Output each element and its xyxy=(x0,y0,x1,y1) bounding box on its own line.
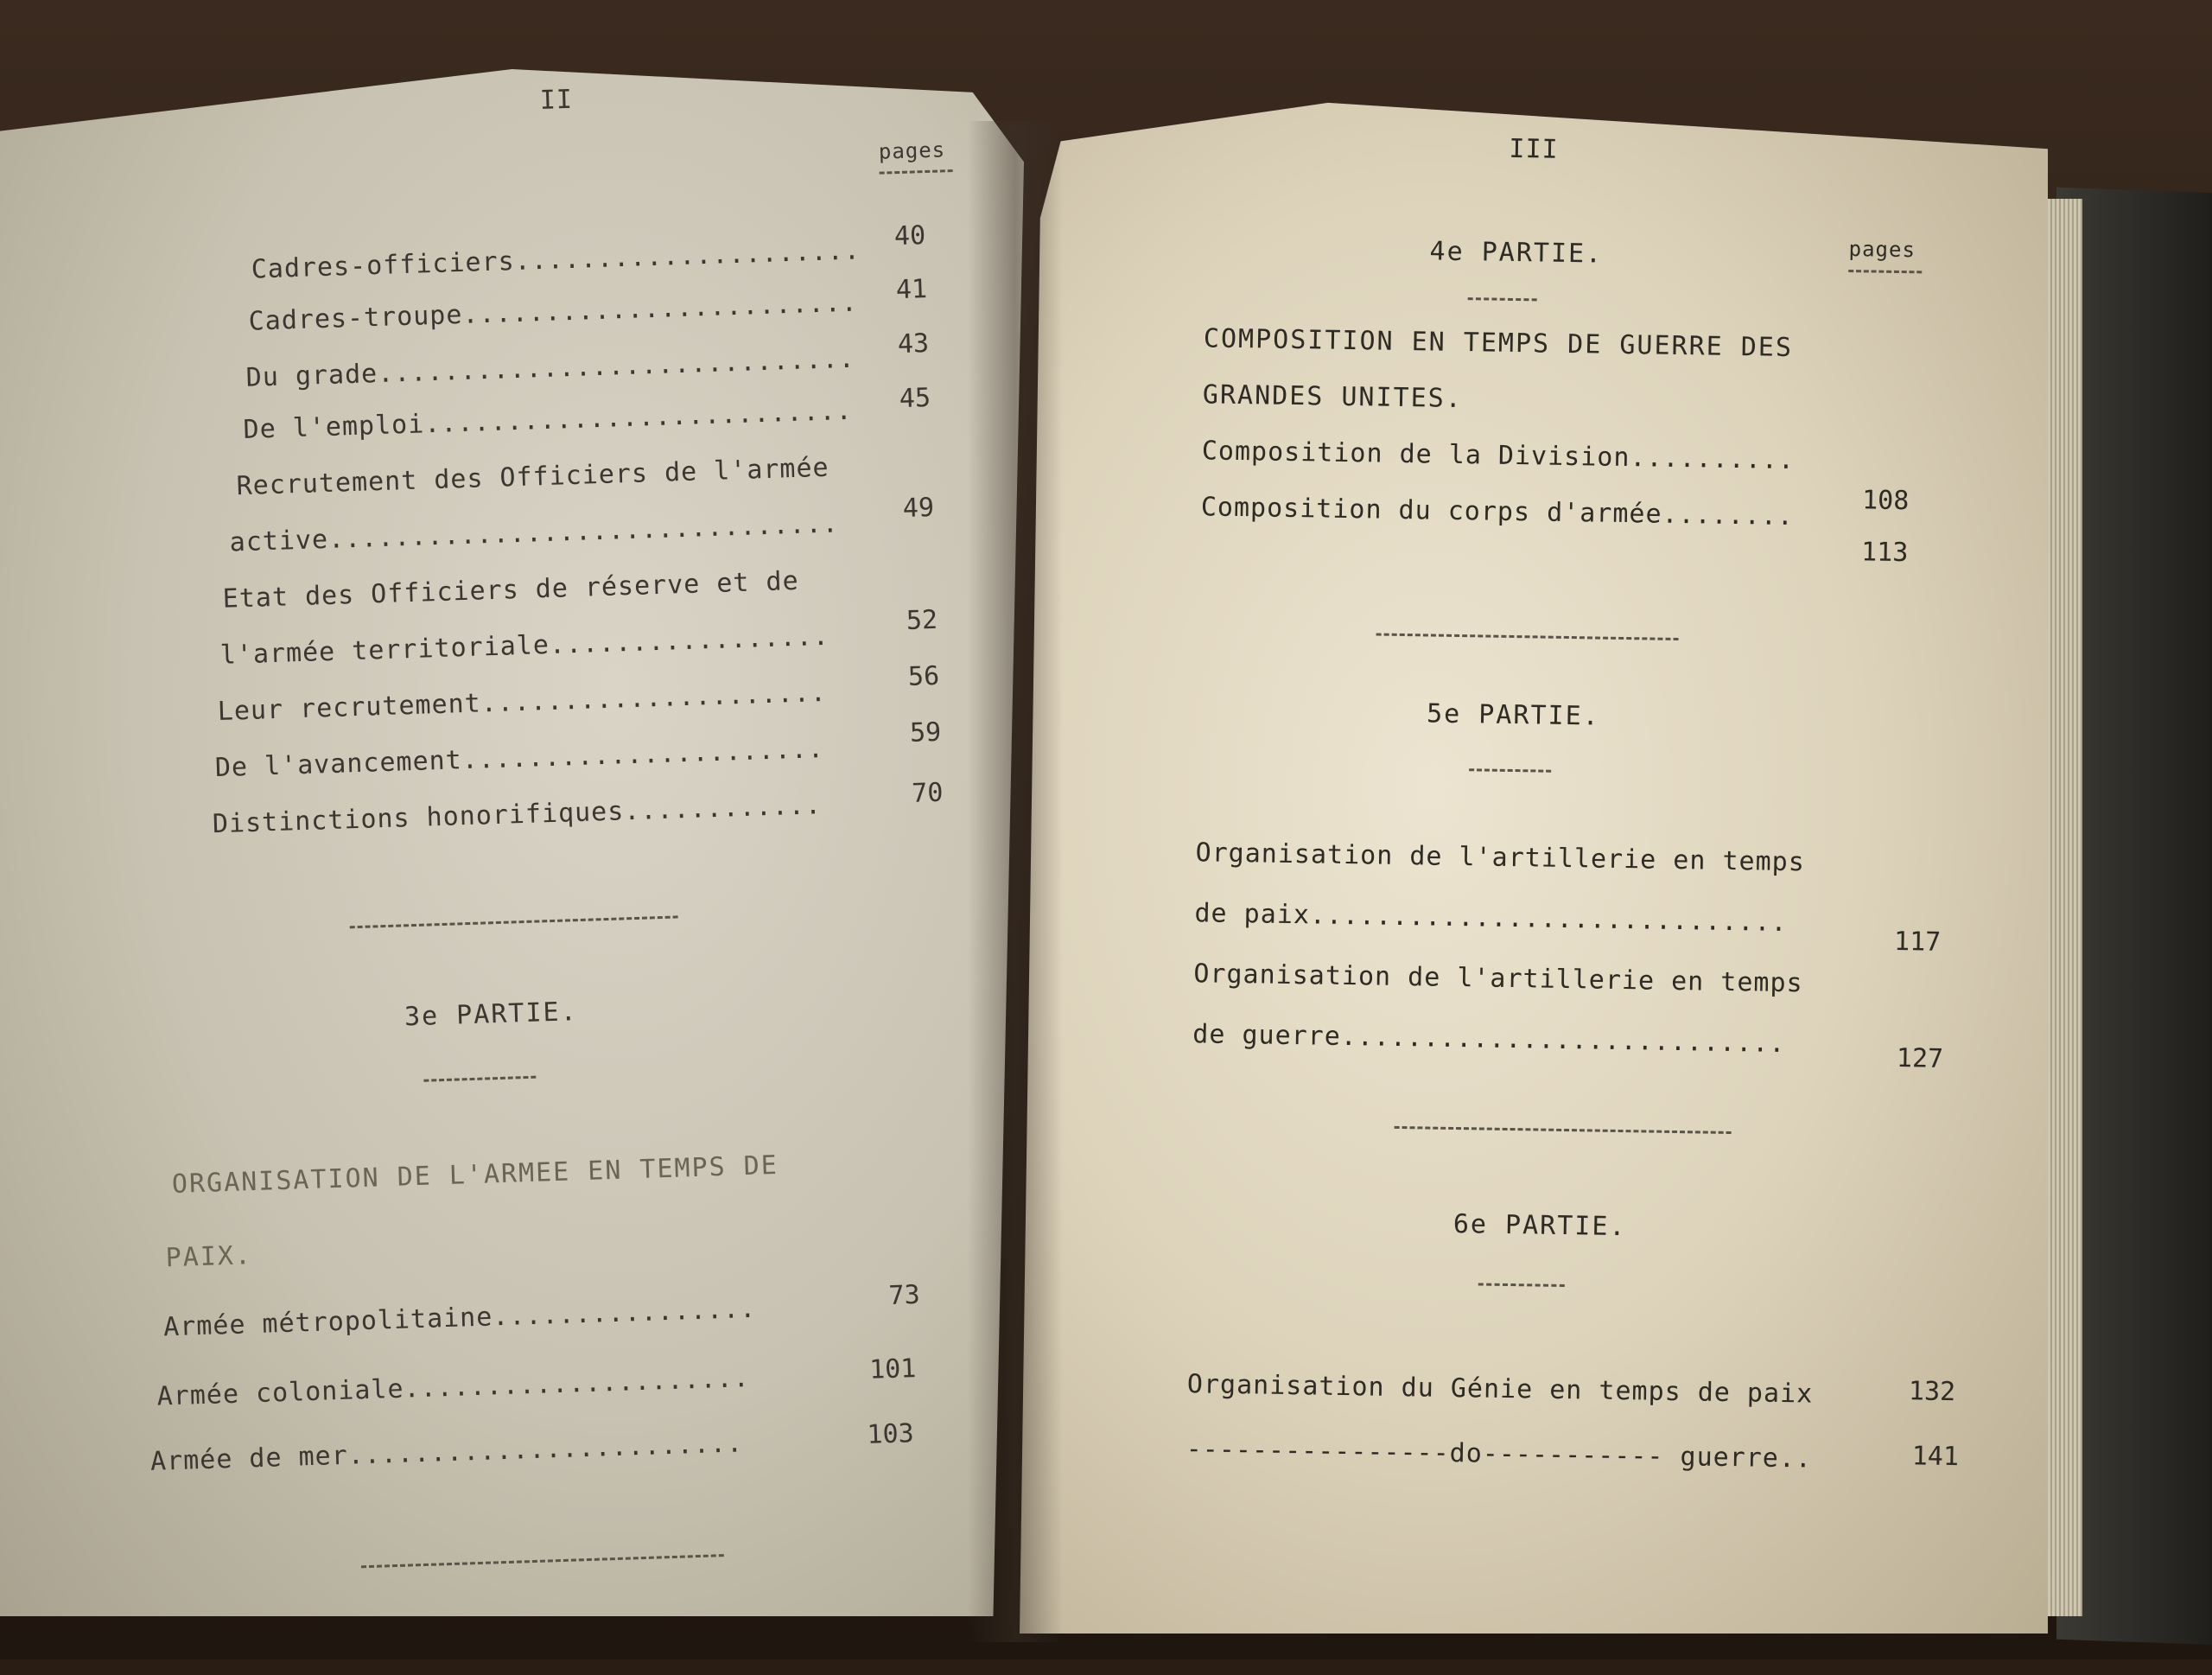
part5-title: 5e PARTIE. xyxy=(1426,698,1601,732)
toc-page: 73 xyxy=(887,1279,921,1311)
toc-entry: Armée métropolitaine................ xyxy=(162,1293,757,1343)
toc-entry: Organisation de l'artillerie en temps xyxy=(1195,838,1806,878)
toc-page: 141 xyxy=(1911,1441,1960,1473)
toc-entry: Organisation de l'artillerie en temps xyxy=(1193,959,1803,999)
toc-entry: Composition du corps d'armée........ xyxy=(1200,492,1795,532)
toc-entry: Recrutement des Officiers de l'armée xyxy=(236,452,830,502)
part6-underline xyxy=(1478,1283,1565,1287)
toc-page: 40 xyxy=(893,220,926,252)
section-divider xyxy=(1395,1126,1732,1134)
toc-page: 52 xyxy=(906,604,938,636)
toc-page: 108 xyxy=(1861,485,1910,517)
part5-underline xyxy=(1469,768,1551,772)
toc-page: 49 xyxy=(902,492,935,525)
toc-page: 43 xyxy=(897,328,930,360)
toc-page: 70 xyxy=(911,777,944,809)
toc-entry: Cadres-officiers..................... xyxy=(251,235,861,285)
toc-entry: ----------------do----------- guerre.. xyxy=(1185,1434,1813,1474)
toc-page: 101 xyxy=(868,1353,917,1385)
toc-entry: De l'emploi.......................... xyxy=(243,395,854,445)
toc-page: 113 xyxy=(1860,537,1909,569)
toc-entry: l'armée territoriale................. xyxy=(219,621,830,671)
toc-page: 132 xyxy=(1908,1376,1956,1408)
part3-title: 3e PARTIE. xyxy=(404,997,579,1033)
toc-entry: Organisation du Génie en temps de paix xyxy=(1186,1369,1814,1410)
part3-heading-line1: ORGANISATION DE L'ARMEE EN TEMPS DE xyxy=(171,1150,779,1200)
toc-entry: Leur recrutement..................... xyxy=(217,677,828,728)
right-pages-header: pages xyxy=(1848,237,1916,263)
left-pages-header: pages xyxy=(878,137,946,164)
toc-entry: de guerre........................... xyxy=(1192,1019,1786,1060)
toc-page: 41 xyxy=(895,274,928,306)
section-divider xyxy=(1376,634,1679,640)
part3-heading-line2: PAIX. xyxy=(165,1240,253,1274)
toc-entry: Armée coloniale..................... xyxy=(156,1363,751,1412)
toc-entry: Composition de la Division.......... xyxy=(1201,436,1796,476)
toc-entry: Du grade............................. xyxy=(245,343,856,393)
toc-entry: de paix............................. xyxy=(1194,898,1788,939)
toc-page: 45 xyxy=(899,382,931,415)
toc-page: 59 xyxy=(909,716,942,748)
toc-page: 117 xyxy=(1893,926,1942,958)
toc-entry: Etat des Officiers de réserve et de xyxy=(222,565,800,615)
toc-entry: Armée de mer........................ xyxy=(149,1428,744,1477)
part4-heading-line1: COMPOSITION EN TEMPS DE GUERRE DES xyxy=(1203,323,1794,364)
toc-entry: active............................... xyxy=(229,508,840,558)
toc-page: 56 xyxy=(907,660,940,692)
toc-page: 103 xyxy=(866,1418,915,1450)
part6-title: 6e PARTIE. xyxy=(1452,1208,1627,1243)
toc-entry: Cadres-troupe........................ xyxy=(248,287,859,337)
right-page-number: III xyxy=(1509,133,1559,165)
part4-underline xyxy=(1468,297,1537,301)
toc-entry: De l'avancement...................... xyxy=(214,734,825,784)
part4-heading-line2: GRANDES UNITES. xyxy=(1202,379,1464,415)
left-page-number: II xyxy=(539,84,574,116)
toc-page: 127 xyxy=(1896,1043,1944,1074)
right-pages-underline xyxy=(1848,270,1922,273)
toc-entry: Distinctions honorifiques............ xyxy=(212,790,823,840)
part4-title: 4e PARTIE. xyxy=(1429,236,1604,270)
